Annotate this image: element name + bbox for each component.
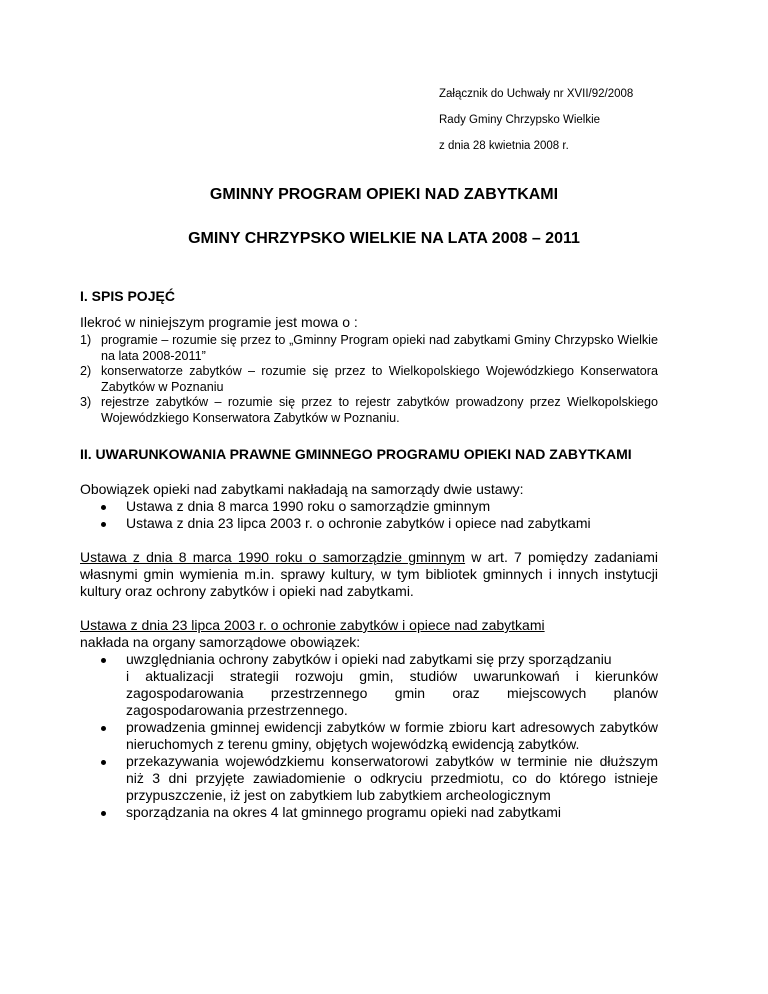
- definition-number: 3): [80, 395, 92, 409]
- annex-line-3: z dnia 28 kwietnia 2008 r.: [439, 140, 569, 152]
- definition-item: [80, 333, 658, 364]
- bullet-icon: [101, 811, 106, 816]
- duty-item: [80, 753, 658, 804]
- duties-list: [80, 651, 658, 821]
- definition-number: 2): [80, 364, 92, 378]
- duty-text: uwzględniania ochrony zabytków i opieki nad zabytkami się przy sporządzaniu: [126, 651, 612, 667]
- annex-line-2: Rady Gminy Chrzypsko Wielkie: [439, 114, 601, 126]
- definition-item: [80, 395, 658, 426]
- annex-line-1: Załącznik do Uchwały nr XVII/92/2008: [439, 88, 634, 100]
- document-title-line-1: GMINNY PROGRAM OPIEKI NAD ZABYTKAMI: [209, 186, 559, 203]
- duty-text-continued: i aktualizacji strategii rozwoju gmin, studiów uwarunkowań i kierunków zagospodarowania przestrzennego gmin oraz miejscowych planów zagospodarowania przestrzennego.: [126, 668, 658, 718]
- duty-item: [80, 804, 658, 821]
- paragraph-municipal-act: [80, 549, 658, 600]
- act-item: [80, 515, 658, 532]
- paragraph-text: w art. 7 pomiędzy zadaniami własnymi gmin wymienia m.in. sprawy kultury, w tym bibliotek gminnych i innych instytucji kultury oraz ochrony zabytków i opieki nad zabytkami.: [80, 549, 658, 599]
- definition-text: programie – rozumie się przez to „Gminny Program opieki nad zabytkami Gminy Chrzypsko Wielkie na lata 2008-2011”: [101, 333, 658, 363]
- bullet-icon: [101, 726, 106, 731]
- paragraph-monuments-act: [80, 617, 658, 651]
- paragraph-text: nakłada na organy samorządowe obowiązek:: [80, 634, 361, 650]
- act-reference-link: Ustawa z dnia 8 marca 1990 roku o samorządzie gminnym: [80, 549, 466, 565]
- section-1-heading: I. SPIS POJĘĆ: [80, 288, 175, 304]
- document-title-line-2: GMINY CHRZYPSKO WIELKIE NA LATA 2008 – 2011: [188, 230, 580, 247]
- section-2-heading: II. UWARUNKOWANIA PRAWNE GMINNEGO PROGRAMU OPIEKI NAD ZABYTKAMI: [80, 446, 632, 462]
- bullet-icon: [101, 505, 106, 510]
- section-1-intro: Ilekroć w niniejszym programie jest mowa o :: [80, 314, 358, 330]
- definition-item: [80, 364, 658, 395]
- section-2-intro: Obowiązek opieki nad zabytkami nakładają na samorządy dwie ustawy:: [80, 481, 524, 497]
- act-text: Ustawa z dnia 8 marca 1990 roku o samorządzie gminnym: [126, 498, 491, 514]
- act-text: Ustawa z dnia 23 lipca 2003 r. o ochronie zabytków i opiece nad zabytkami: [126, 515, 591, 531]
- duty-item: [80, 651, 658, 719]
- act-reference-link: Ustawa z dnia 23 lipca 2003 r. o ochronie zabytków i opiece nad zabytkami: [80, 617, 545, 633]
- definitions-list: [80, 333, 658, 426]
- duty-text: przekazywania wojewódzkiemu konserwatorowi zabytków w terminie nie dłuższym niż 3 dni przyjęte zawiadomienie o odkryciu przedmiotu, co do którego istnieje przypuszczenie, iż jest on zabytkiem lub zabytkiem archeologicznym: [126, 753, 658, 803]
- duty-text: prowadzenia gminnej ewidencji zabytków w formie zbioru kart adresowych zabytków nieruchomych z terenu gminy, objętych wojewódzką ewidencją zabytków.: [126, 719, 658, 752]
- bullet-icon: [101, 522, 106, 527]
- acts-list: [80, 498, 658, 532]
- duty-text: sporządzania na okres 4 lat gminnego programu opieki nad zabytkami: [126, 804, 562, 820]
- definition-number: 1): [80, 333, 92, 347]
- definition-text: konserwatorze zabytków – rozumie się przez to Wielkopolskiego Wojewódzkiego Konserwatora Zabytków w Poznaniu: [101, 364, 658, 394]
- annex-note: [439, 81, 633, 159]
- definition-text: rejestrze zabytków – rozumie się przez to rejestr zabytków prowadzony przez Wielkopolskiego Wojewódzkiego Konserwatora Zabytków w Poznaniu.: [101, 395, 658, 425]
- bullet-icon: [101, 760, 106, 765]
- document-body: [80, 288, 658, 821]
- duty-item: [80, 719, 658, 753]
- bullet-icon: [101, 658, 106, 663]
- act-item: [80, 498, 658, 515]
